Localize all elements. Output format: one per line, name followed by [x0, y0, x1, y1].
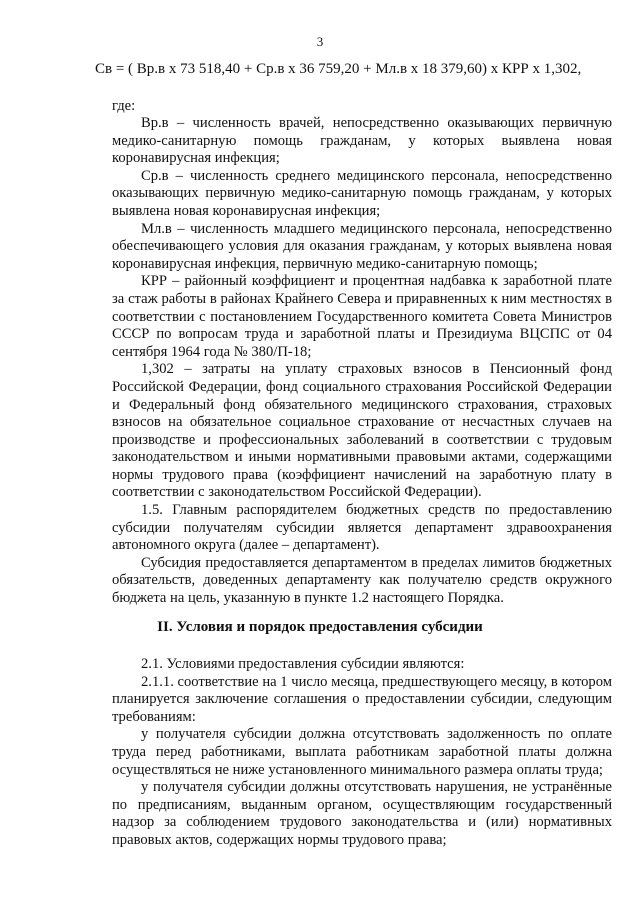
page-number: 3	[316, 34, 324, 49]
paragraph-2-1-1: 2.1.1. соответствие на 1 число месяца, предшествующего месяцу, в котором планируется заключение соглашения о предоставлении субсидии, следующим требованиям:	[112, 673, 612, 725]
paragraph-2-1: 2.1. Условиями предоставления субсидии являются:	[141, 656, 465, 672]
definition-vr: Вр.в – численность врачей, непосредственно оказывающих первичную медико-санитарную помощь гражданам, у которых выявлена новая коронавирусная инфекция;	[112, 115, 612, 167]
definitions-block	[112, 115, 612, 608]
requirement-no-violations: у получателя субсидии должны отсутствовать нарушения, не устранённые по предписаниям, выданным органом, осуществляющим государственный надзор за соблюдением трудового законодательства и (или) нормативных правовых актов, содержащих нормы трудового права;	[112, 779, 612, 848]
definition-ml: Мл.в – численность младшего медицинского персонала, непосредственно обеспечивающего условия для оказания гражданам, у которых выявлена новая коронавирусная инфекция, первичную медико-санитарную помощь;	[112, 220, 612, 272]
definition-krr: КРР – районный коэффициент и процентная надбавка к заработной плате за стаж работы в районах Крайнего Севера и приравненных к ним местностях в соответствии с постановлением Государственного комитета Совета Министров СССР по вопросам труда и заработной платы и Президиума ВЦСПС от 04 сентября 1964 года № 380/П-18;	[112, 273, 612, 360]
definition-sr: Ср.в – численность среднего медицинского персонала, непосредственно оказывающих первичную медико-санитарную помощь гражданам, у которых выявлена новая коронавирусная инфекция;	[112, 167, 612, 219]
definition-coefficient: 1,302 – затраты на уплату страховых взносов в Пенсионный фонд Российской Федерации, фонд социального страхования Российской Федерации и Федеральный фонд обязательного медицинского страхования, страховых взносов на обязательное социальное страхование от несчастных случаев на производстве и профессиональных заболеваний в соответствии с трудовым законодательством и иными нормативными правовыми актами, содержащими нормы трудового права (коэффициент начислений на заработную плату в соответствии с законодательством Российской Федерации).	[112, 361, 612, 501]
section-2-block	[112, 656, 612, 850]
paragraph-subsidy: Субсидия предоставляется департаментом в пределах лимитов бюджетных обязательств, доведенных департаменту как получателю средств окружного бюджета на цель, указанную в пункте 1.2 настоящего Порядка.	[112, 554, 612, 607]
subsidy-formula: Св = ( Вр.в х 73 518,40 + Ср.в х 36 759,20 + Мл.в х 18 379,60) х КРР х 1,302,	[95, 61, 582, 77]
requirement-wage-debt: у получателя субсидии должна отсутствовать задолженность по оплате труда перед работниками, выплата работникам заработной платы должна осуществляться не ниже установленного минимального размера оплаты труда;	[112, 726, 612, 778]
section-heading: II. Условия и порядок предоставления субсидии	[157, 619, 483, 635]
where-label: где:	[112, 98, 136, 114]
paragraph-1-5: 1.5. Главным распорядителем бюджетных средств по предоставлению субсидии получателям субсидии является департамент здравоохранения автономного округа (далее – департамент).	[112, 502, 612, 554]
